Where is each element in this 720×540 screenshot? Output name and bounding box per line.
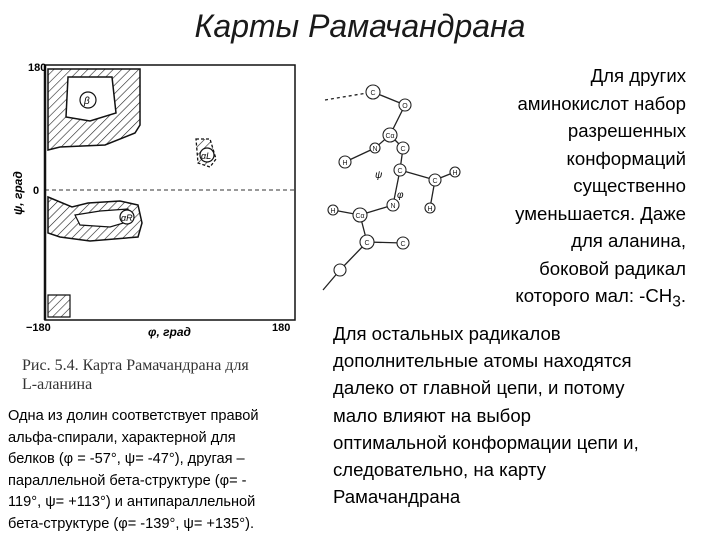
svg-text:H: H xyxy=(342,160,348,167)
formula-line: которого мал: $-CH_3$. xyxy=(515,285,686,311)
svg-text:C: C xyxy=(400,146,406,153)
x-axis-label: φ, град xyxy=(148,325,191,339)
svg-text:Cα: Cα xyxy=(355,213,365,220)
tick-top: 180 xyxy=(28,62,47,74)
figure-caption: Рис. 5.4. Карта Рамачандрана для L-аланина xyxy=(22,357,249,393)
svg-text:C: C xyxy=(370,90,376,97)
svg-text:H: H xyxy=(427,206,433,213)
y-axis-label: ψ, град xyxy=(11,171,25,215)
left-note: Одна из долин соответствует правой альфа-спирали, характерной для белков (φ = -57°, ψ= -47°), другая – параллельной бета-структуре (φ= - 119°, ψ= +113°) и антипараллельной бета-структуре (φ= -139°, ψ= +135°). xyxy=(8,408,259,532)
tick-bottom-left: −180 xyxy=(26,322,51,334)
svg-text:N: N xyxy=(390,203,396,210)
svg-text:O: O xyxy=(402,103,408,110)
beta-label: β xyxy=(84,96,90,107)
right-bottom-text: Для остальных радикалов дополнительные атомы находятся далеко от главной цепи, и потому мало влияют на выбор оптимальной конформации цепи и, следовательно, на карту Рамачандрана xyxy=(333,323,639,508)
right-top-text: Для других аминокислот набор разрешенных конформаций существенно уменьшается. Даже для аланина, боковой радикал которого мал: $-CH_3$. xyxy=(426,62,686,316)
psi-angle-label: ψ xyxy=(375,170,383,181)
tick-zero: 0 xyxy=(33,185,40,197)
alpha-r-label: αR xyxy=(121,213,133,223)
svg-text:C: C xyxy=(397,168,403,175)
svg-text:H: H xyxy=(452,170,458,177)
svg-text:C: C xyxy=(432,178,438,185)
svg-text:C: C xyxy=(400,241,406,248)
alpha-l-label: αL xyxy=(201,151,212,161)
svg-text:Cα: Cα xyxy=(385,133,395,140)
subscript-3: 3 xyxy=(672,293,681,311)
svg-text:C: C xyxy=(364,240,370,247)
svg-text:H: H xyxy=(330,208,336,215)
phi-angle-label: φ xyxy=(397,190,404,201)
ramachandran-plot xyxy=(0,55,305,355)
page-title: Карты Рамачандрана xyxy=(194,8,526,44)
tick-bottom-right: 180 xyxy=(272,322,291,334)
svg-text:N: N xyxy=(372,146,378,153)
